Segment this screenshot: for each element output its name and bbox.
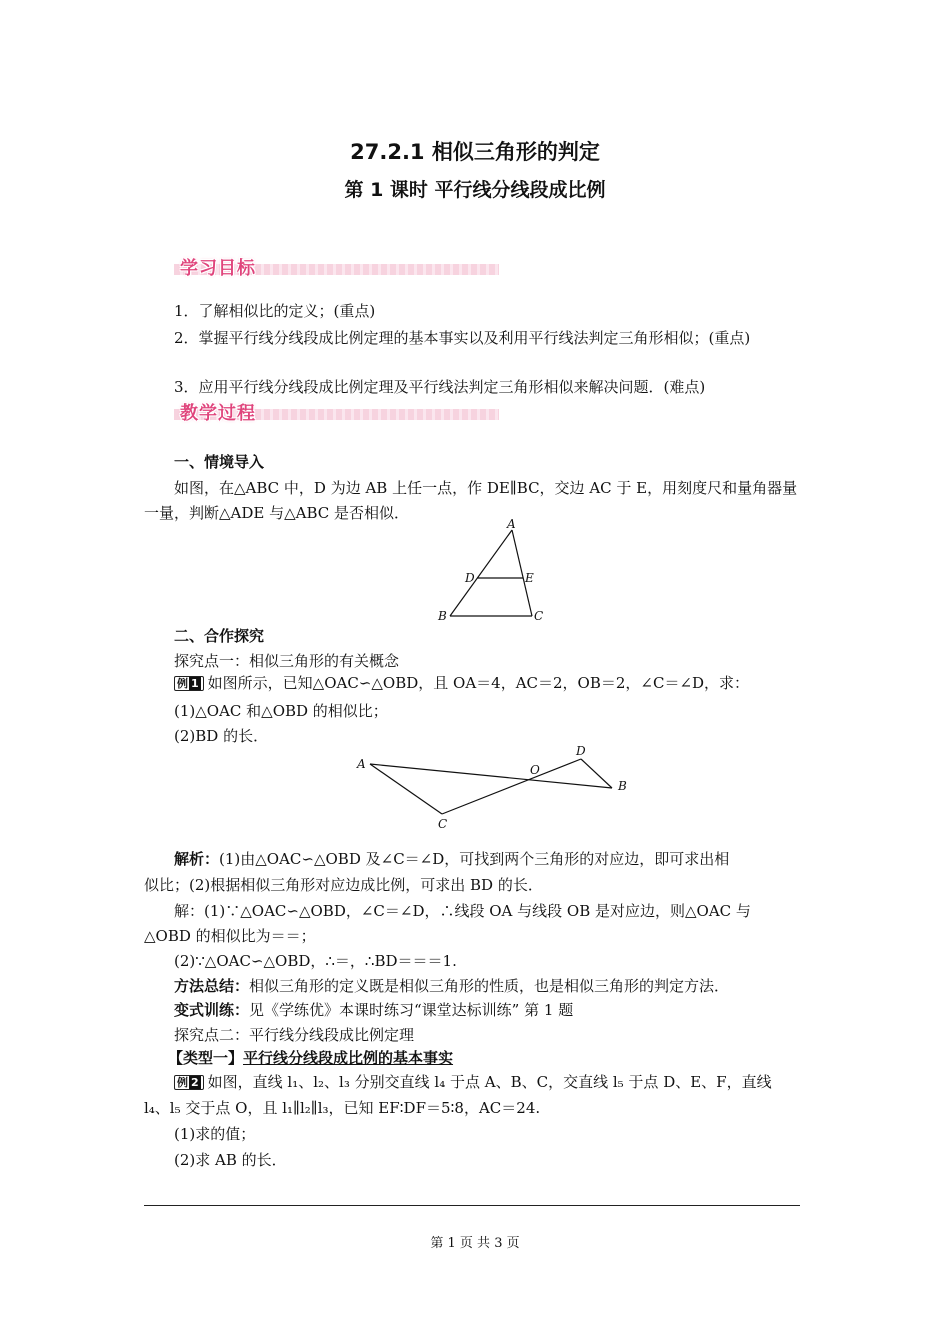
solution-line-3: (2)∵△OAC∽△OBD，∴＝，∴BD＝＝＝1. bbox=[174, 952, 457, 970]
solution-line-1: 解：(1)∵△OAC∽△OBD，∠C＝∠D，∴线段 OA 与线段 OB 是对应边，则△OAC 与 bbox=[174, 902, 751, 920]
method-label: 方法总结： bbox=[174, 977, 250, 995]
page-subtitle: 第 1 课时 平行线分线段成比例 bbox=[344, 179, 606, 201]
edge-ab bbox=[450, 530, 512, 616]
page-number: 第 1 页 共 3 页 bbox=[430, 1236, 520, 1251]
variant-text: 见《学练优》本课时练习“课堂达标训练” 第 1 题 bbox=[249, 1001, 574, 1019]
example1-text: 如图所示，已知△OAC∽△OBD，且 OA＝4，AC＝2，OB＝2，∠C＝∠D，求： bbox=[207, 674, 750, 692]
method-text: 相似三角形的定义既是相似三角形的性质，也是相似三角形的判定方法． bbox=[249, 977, 730, 995]
type1-line bbox=[168, 1047, 832, 1069]
method-line bbox=[174, 975, 808, 997]
objective-2: 2．掌握平行线分线段成比例定理的基本事实以及利用平行线法判定三角形相似；(重点) bbox=[174, 329, 751, 347]
label-C: C bbox=[534, 609, 544, 623]
label-C: C bbox=[438, 817, 448, 831]
example2-q1: (1)求的值； bbox=[174, 1125, 256, 1143]
footer-divider bbox=[144, 1205, 800, 1206]
objectives-banner-label: 学习目标 bbox=[180, 258, 256, 279]
label-A: A bbox=[507, 517, 516, 531]
example1-line bbox=[174, 672, 808, 694]
process-banner bbox=[174, 401, 499, 425]
section1-text: 如图，在△ABC 中，D 为边 AB 上任一点，作 DE∥BC，交边 AC 于 E，用刻度尺和量角器量一量，判断△ADE 与△ABC 是否相似． bbox=[144, 479, 798, 522]
edge-ac bbox=[370, 764, 442, 814]
section1-heading: 一、情境导入 bbox=[174, 453, 265, 471]
example1-q1: (1)△OAC 和△OBD 的相似比； bbox=[174, 702, 388, 720]
edge-db bbox=[581, 759, 612, 788]
process-banner-label: 教学过程 bbox=[180, 403, 256, 424]
label-B: B bbox=[438, 609, 447, 623]
example1-tag: 例 1 bbox=[174, 676, 204, 691]
example2-text-2: l₄、l₅ 交于点 O，且 l₁∥l₂∥l₃，已知 EF∶DF＝5∶8，AC＝24. bbox=[144, 1099, 541, 1117]
two-triangle-figure bbox=[350, 742, 640, 834]
variant-label: 变式训练： bbox=[174, 1001, 250, 1019]
label-A: A bbox=[357, 757, 366, 771]
page-title: 27.2.1 相似三角形的判定 bbox=[350, 140, 600, 164]
example2-tag: 例 2 bbox=[174, 1075, 204, 1090]
label-E: E bbox=[525, 571, 534, 585]
analysis-text-1: (1)由△OAC∽△OBD 及∠C＝∠D，可找到两个三角形的对应边，即可求出相 bbox=[219, 850, 730, 868]
triangle-figure bbox=[430, 518, 550, 628]
label-O: O bbox=[530, 763, 540, 777]
objectives-banner bbox=[174, 256, 499, 280]
example1-q2: (2)BD 的长． bbox=[174, 727, 269, 745]
type1-label: 【类型一】 bbox=[168, 1049, 244, 1067]
objective-3: 3．应用平行线分线段成比例定理及平行线法判定三角形相似来解决问题．(难点) bbox=[174, 378, 706, 396]
point2-text: 探究点二：平行线分线段成比例定理 bbox=[174, 1026, 415, 1044]
solution-line-2: △OBD 的相似比为＝＝； bbox=[144, 927, 316, 945]
example2-line bbox=[174, 1071, 808, 1093]
edge-ab bbox=[370, 764, 612, 788]
label-D: D bbox=[465, 571, 475, 585]
section2-heading: 二、合作探究 bbox=[174, 627, 265, 645]
objective-1: 1．了解相似比的定义；(重点) bbox=[174, 302, 376, 320]
edge-cd bbox=[442, 759, 581, 814]
example2-text-1: 如图，直线 l₁、l₂、l₃ 分别交直线 l₄ 于点 A、B、C，交直线 l₅ 于点 D、E、F，直线 bbox=[207, 1073, 772, 1091]
type1-text: 平行线分线段成比例的基本事实 bbox=[243, 1049, 454, 1067]
analysis-label: 解析： bbox=[174, 850, 220, 868]
label-B: B bbox=[618, 779, 627, 793]
label-D: D bbox=[576, 744, 586, 758]
example2-q2: (2)求 AB 的长． bbox=[174, 1151, 287, 1169]
point1-text: 探究点一：相似三角形的有关概念 bbox=[174, 652, 400, 670]
analysis-line-1 bbox=[174, 848, 808, 870]
analysis-line-2: 似比；(2)根据相似三角形对应边成比例，可求出 BD 的长． bbox=[144, 876, 543, 894]
variant-line bbox=[174, 999, 808, 1021]
